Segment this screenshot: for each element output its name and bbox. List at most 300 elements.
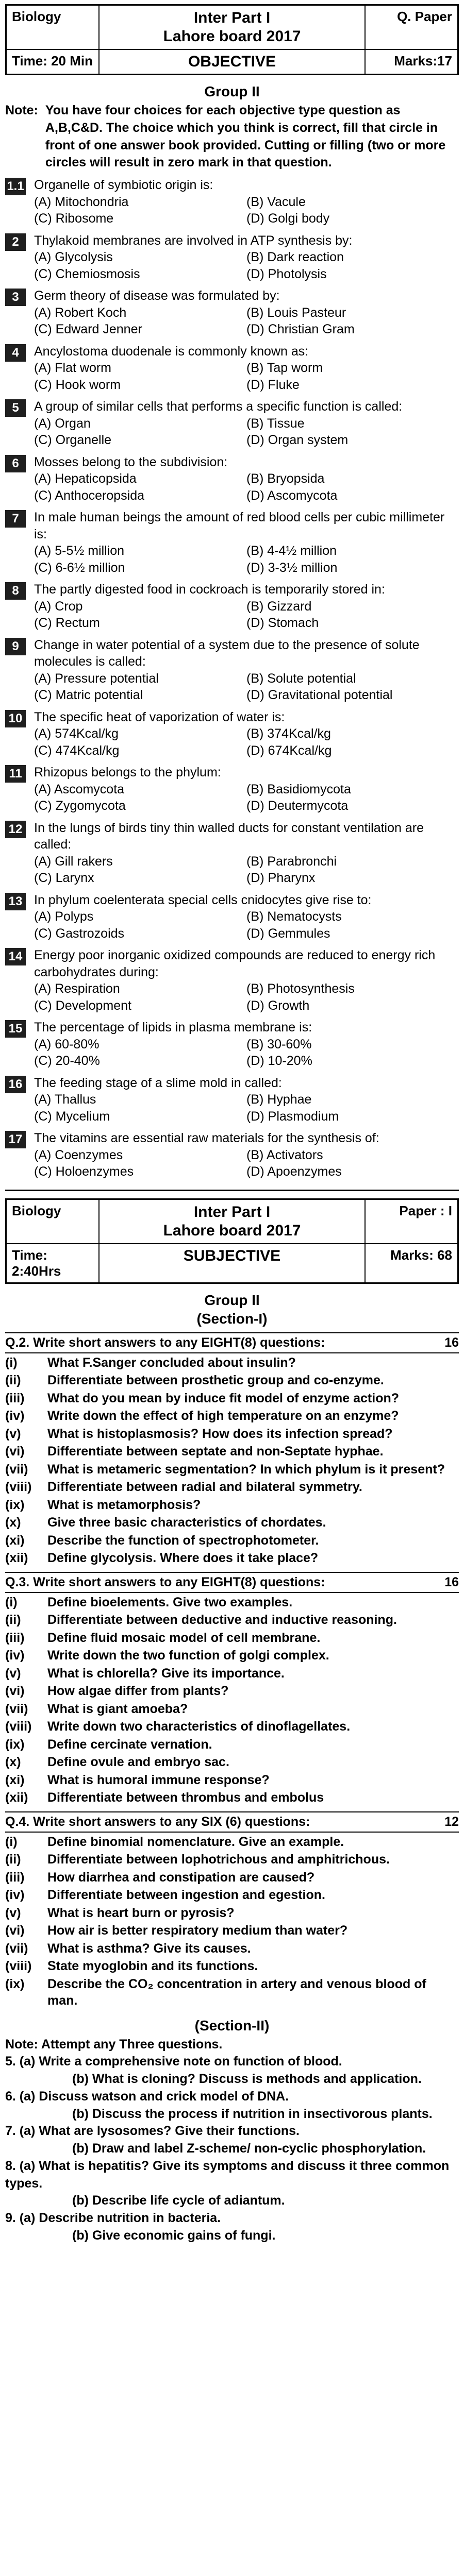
mcq-options — [34, 415, 459, 449]
mcq-option: (D) Growth — [246, 998, 310, 1013]
short-question — [5, 1683, 459, 1700]
short-question — [5, 1922, 459, 1939]
short-question — [5, 1665, 459, 1682]
mcq-option: (C) 474Kcal/kg — [34, 743, 120, 758]
short-question-text: Write down two characteristics of dinoflagellates. — [47, 1719, 351, 1734]
mcq-question: Mosses belong to the subdivision: — [34, 454, 228, 469]
mcq-question: Change in water potential of a system due to the presence of solute molecules is called: — [34, 637, 420, 669]
mcq-option: (D) Plasmodium — [246, 1109, 339, 1124]
short-question-text: What is heart burn or pyrosis? — [47, 1905, 235, 1920]
mcq-item — [5, 343, 459, 394]
mcq-options — [34, 908, 459, 942]
mcq-option: (B) Hyphae — [246, 1092, 312, 1107]
section-2-heading: (Section-II) — [194, 2017, 270, 2033]
paper-cell: Q. Paper — [365, 5, 458, 49]
mcq-item — [5, 892, 459, 942]
long-question-line: 8. (a) What is hepatitis? Give its symptoms and discuss it three common types. — [5, 2158, 450, 2191]
mcq-option: (D) Ascomycota — [246, 488, 338, 503]
short-question — [5, 1958, 459, 1975]
short-question-text: State myoglobin and its functions. — [47, 1959, 258, 1973]
short-question-text: What do you mean by induce fit model of enzyme action? — [47, 1391, 400, 1405]
short-question-text: Define glycolysis. Where does it take place? — [47, 1551, 319, 1565]
short-question — [5, 1887, 459, 1904]
mcq-number: 14 — [5, 948, 26, 965]
mcq-option: (D) 674Kcal/kg — [246, 743, 332, 758]
mcq-number: 6 — [5, 455, 26, 472]
mcq-number: 16 — [5, 1076, 26, 1093]
mcq-question: The percentage of lipids in plasma membrane is: — [34, 1020, 312, 1035]
mcq-options — [34, 598, 459, 632]
mcq-item — [5, 177, 459, 227]
mcq-options — [34, 360, 459, 393]
short-question-text: How diarrhea and constipation are caused? — [47, 1870, 315, 1885]
short-question — [5, 1754, 459, 1771]
question-3 — [5, 1572, 459, 1806]
short-question-text: Describe the CO₂ concentration in artery and venous blood of man. — [47, 1976, 426, 2008]
short-question-number: (ii) — [5, 1852, 21, 1867]
question-items — [5, 1594, 459, 1806]
short-question-number: (ix) — [5, 1497, 25, 1512]
mcq-option: (A) Flat worm — [34, 361, 111, 375]
mcq-option: (A) Mitochondria — [34, 194, 129, 209]
short-question-text: Define binomial nomenclature. Give an example. — [47, 1834, 344, 1849]
short-question-text: What is histoplasmosis? How does its infection spread? — [47, 1426, 393, 1441]
mcq-option: (D) Photolysis — [246, 266, 327, 281]
short-question-number: (i) — [5, 1834, 18, 1849]
short-question-number: (iii) — [5, 1870, 25, 1885]
mcq-body — [34, 398, 459, 449]
mcq-question: The specific heat of vaporization of water is: — [34, 709, 285, 724]
question-2 — [5, 1332, 459, 1567]
short-question-text: Write down the two function of golgi complex. — [47, 1648, 329, 1663]
mcq-number: 9 — [5, 638, 26, 655]
short-question — [5, 1630, 459, 1647]
mcq-option: (D) 3-3½ million — [246, 560, 338, 575]
short-question-text: Define ovule and embryo sac. — [47, 1755, 229, 1769]
mcq-option: (A) Polyps — [34, 909, 94, 924]
question-heading — [5, 1332, 459, 1353]
mcq-option: (C) Larynx — [34, 871, 94, 885]
mcq-option: (D) Deutermycota — [246, 799, 349, 813]
question-marks: 16 — [444, 1335, 459, 1350]
short-question-number: (vii) — [5, 1941, 28, 1956]
short-question-text: What F.Sanger concluded about insulin? — [47, 1355, 296, 1370]
mcq-option: (B) Nematocysts — [246, 909, 342, 924]
short-question-number: (v) — [5, 1426, 21, 1441]
time-cell: Time: 20 Min — [6, 49, 99, 74]
short-question — [5, 1354, 459, 1371]
mcq-number: 2 — [5, 233, 26, 251]
mcq-number: 12 — [5, 821, 26, 838]
mcq-option: (A) Thallus — [34, 1092, 96, 1107]
mcq-options — [34, 470, 459, 504]
mcq-question: Germ theory of disease was formulated by: — [34, 289, 280, 303]
short-question-number: (xi) — [5, 1533, 25, 1548]
mcq-item — [5, 1130, 459, 1180]
mcq-options — [34, 980, 459, 1014]
short-question-text: Differentiate between radial and bilateral symmetry. — [47, 1480, 362, 1494]
short-question-number: (ix) — [5, 1976, 25, 1991]
objective-note — [5, 102, 459, 172]
short-question — [5, 1851, 459, 1868]
mcq-body — [34, 892, 459, 942]
mcq-option: (B) Parabronchi — [246, 854, 337, 869]
mcq-option: (B) Gizzard — [246, 599, 312, 614]
mcq-option: (B) Tissue — [246, 416, 305, 431]
mcq-options — [34, 670, 459, 704]
short-question-number: (vii) — [5, 1701, 28, 1716]
long-question-line: 6. (a) Discuss watson and crick model of DNA. — [5, 2089, 289, 2104]
mcq-option: (D) Pharynx — [246, 871, 316, 885]
mcq-option: (B) Louis Pasteur — [246, 305, 346, 320]
mcq-option: (C) Organelle — [34, 433, 112, 447]
long-question-line: Note: Attempt any Three questions. — [5, 2037, 223, 2052]
short-question — [5, 1532, 459, 1549]
mcq-options — [34, 1091, 459, 1125]
mcq-number: 10 — [5, 710, 26, 727]
mcq-item — [5, 287, 459, 338]
mcq-option: (A) Respiration — [34, 981, 120, 996]
marks-cell: Marks: 68 — [365, 1244, 458, 1283]
short-question — [5, 1772, 459, 1789]
mcq-options — [34, 543, 459, 576]
short-question-number: (iv) — [5, 1888, 25, 1902]
time-cell: Time: 2:40Hrs — [6, 1244, 99, 1283]
mcq-option: (D) Fluke — [246, 377, 300, 392]
short-question-text: Give three basic characteristics of chordates. — [47, 1515, 326, 1530]
mcq-option: (D) 10-20% — [246, 1054, 312, 1068]
title-line-1: Inter Part I — [193, 9, 271, 26]
mcq-option: (B) 30-60% — [246, 1037, 312, 1052]
mcq-question: Organelle of symbiotic origin is: — [34, 178, 213, 192]
long-question-line: (b) Describe life cycle of adiantum. — [72, 2193, 285, 2208]
short-question — [5, 1408, 459, 1425]
long-question-line: 7. (a) What are lysosomes? Give their functions. — [5, 2124, 300, 2139]
mcq-option: (D) Stomach — [246, 616, 319, 630]
mcq-option: (A) Pressure potential — [34, 671, 159, 686]
mcq-option: (D) Gravitational potential — [246, 688, 393, 702]
mcq-options — [34, 249, 459, 282]
mcq-item — [5, 820, 459, 887]
short-question-text: Differentiate between lophotrichous and amphitrichous. — [47, 1852, 390, 1867]
mcq-option: (A) Robert Koch — [34, 305, 127, 320]
mcq-number: 8 — [5, 582, 26, 600]
short-question-number: (ii) — [5, 1373, 21, 1387]
question-title: Q.3. Write short answers to any EIGHT(8) questions: — [5, 1574, 325, 1589]
short-question-text: Differentiate between prosthetic group and co-enzyme. — [47, 1373, 384, 1387]
mcq-option: (C) 20-40% — [34, 1054, 100, 1068]
short-question — [5, 1497, 459, 1514]
short-question-number: (viii) — [5, 1959, 32, 1973]
mcq-number: 11 — [5, 765, 26, 783]
mcq-option: (D) Organ system — [246, 433, 349, 447]
short-question-number: (ix) — [5, 1737, 25, 1752]
short-question-text: What is giant amoeba? — [47, 1701, 188, 1716]
short-question-text: What is metameric segmentation? In which phylum is it present? — [47, 1462, 445, 1477]
mcq-body — [34, 637, 459, 704]
mcq-option: (C) 6-6½ million — [34, 560, 125, 575]
short-question — [5, 1718, 459, 1735]
mcq-option: (A) Coenzymes — [34, 1147, 123, 1162]
section-cell: OBJECTIVE — [99, 49, 365, 74]
mcq-number: 4 — [5, 344, 26, 362]
mcq-body — [34, 1075, 459, 1125]
short-question — [5, 1905, 459, 1922]
mcq-options — [34, 725, 459, 759]
objective-group: Group II — [204, 83, 260, 99]
mcq-number: 7 — [5, 510, 26, 528]
short-question-text: Differentiate between deductive and inductive reasoning. — [47, 1613, 397, 1627]
mcq-option: (B) Vacule — [246, 194, 306, 209]
mcq-item — [5, 398, 459, 449]
section-2-questions — [5, 2036, 459, 2245]
mcq-option: (C) Ribosome — [34, 211, 114, 226]
mcq-option: (C) Edward Jenner — [34, 322, 142, 336]
mcq-list — [5, 177, 459, 1180]
mcq-question: In the lungs of birds tiny thin walled ducts for constant ventilation are called: — [34, 820, 424, 852]
mcq-option: (B) Photosynthesis — [246, 981, 355, 996]
mcq-option: (B) 374Kcal/kg — [246, 726, 331, 741]
mcq-question: Energy poor inorganic oxidized compounds are reduced to energy rich carbohydrates during: — [34, 948, 436, 979]
title-line-2: Lahore board 2017 — [163, 28, 301, 45]
question-heading — [5, 1811, 459, 1833]
mcq-body — [34, 343, 459, 394]
mcq-option: (D) Golgi body — [246, 211, 330, 226]
marks-cell: Marks:17 — [365, 49, 458, 74]
mcq-item — [5, 454, 459, 504]
mcq-body — [34, 820, 459, 887]
mcq-option: (A) Crop — [34, 599, 83, 614]
short-question-text: Differentiate between ingestion and egestion. — [47, 1888, 325, 1902]
short-question — [5, 1789, 459, 1806]
objective-header — [5, 4, 459, 75]
mcq-option: (C) Chemiosmosis — [34, 266, 140, 281]
question-marks: 16 — [444, 1574, 459, 1589]
mcq-body — [34, 454, 459, 504]
mcq-body — [34, 509, 459, 576]
short-question-number: (xi) — [5, 1772, 25, 1787]
short-question-text: Define fluid mosaic model of cell membrane. — [47, 1630, 321, 1645]
mcq-question: The partly digested food in cockroach is temporarily stored in: — [34, 582, 385, 597]
mcq-option: (B) 4-4½ million — [246, 544, 337, 558]
mcq-option: (B) Tap worm — [246, 361, 323, 375]
title-line-1: Inter Part I — [193, 1203, 271, 1221]
short-question-number: (vi) — [5, 1684, 25, 1698]
title-line-2: Lahore board 2017 — [163, 1222, 301, 1239]
short-question-number: (v) — [5, 1905, 21, 1920]
mcq-body — [34, 287, 459, 338]
short-question — [5, 1550, 459, 1567]
mcq-option: (B) Activators — [246, 1147, 323, 1162]
mcq-item — [5, 1075, 459, 1125]
mcq-option: (A) Ascomycota — [34, 782, 125, 796]
mcq-option: (B) Bryopsida — [246, 471, 325, 486]
short-question-number: (ii) — [5, 1613, 21, 1627]
mcq-option: (C) Anthoceropsida — [34, 488, 145, 503]
mcq-item — [5, 764, 459, 815]
short-question-text: Write down the effect of high temperature on an enzyme? — [47, 1409, 399, 1423]
paper-cell: Paper : I — [365, 1199, 458, 1244]
mcq-body — [34, 947, 459, 1014]
mcq-question: In phylum coelenterata special cells cnidocytes give rise to: — [34, 892, 372, 907]
mcq-body — [34, 709, 459, 759]
short-question-text: What is chlorella? Give its importance. — [47, 1666, 285, 1681]
short-question-number: (iv) — [5, 1648, 25, 1663]
short-question — [5, 1594, 459, 1611]
mcq-option: (D) Apoenzymes — [246, 1164, 342, 1179]
mcq-option: (C) Mycelium — [34, 1109, 110, 1124]
subjective-group: Group II — [204, 1292, 260, 1308]
mcq-item — [5, 947, 459, 1014]
short-question-text: How air is better respiratory medium than water? — [47, 1923, 348, 1938]
question-title: Q.2. Write short answers to any EIGHT(8) questions: — [5, 1335, 325, 1350]
question-4 — [5, 1811, 459, 2009]
mcq-option: (B) Dark reaction — [246, 250, 344, 264]
mcq-question: A group of similar cells that performs a specific function is called: — [34, 399, 403, 414]
short-question-number: (vi) — [5, 1923, 25, 1938]
short-question — [5, 1612, 459, 1629]
short-question-number: (x) — [5, 1515, 21, 1530]
mcq-number: 17 — [5, 1131, 26, 1148]
subject-cell: Biology — [6, 5, 99, 49]
long-question-line: (b) What is cloning? Discuss is methods and application. — [72, 2072, 422, 2086]
mcq-question: Thylakoid membranes are involved in ATP synthesis by: — [34, 233, 353, 248]
mcq-body — [34, 232, 459, 283]
short-question — [5, 1940, 459, 1957]
long-question-line: (b) Draw and label Z-scheme/ non-cyclic phosphorylation. — [72, 2141, 426, 2156]
question-items — [5, 1354, 459, 1567]
short-question-text: Describe the function of spectrophotometer. — [47, 1533, 319, 1548]
short-question-text: Differentiate between septate and non-Septate hyphae. — [47, 1444, 384, 1459]
mcq-question: Ancylostoma duodenale is commonly known as: — [34, 344, 309, 359]
mcq-options — [34, 853, 459, 887]
subjective-header — [5, 1198, 459, 1284]
short-question-text: What is asthma? Give its causes. — [47, 1941, 251, 1956]
mcq-option: (A) 574Kcal/kg — [34, 726, 119, 741]
short-question-number: (viii) — [5, 1480, 32, 1494]
short-question-number: (xii) — [5, 1790, 28, 1805]
short-question — [5, 1426, 459, 1443]
mcq-option: (C) Zygomycota — [34, 799, 126, 813]
short-question — [5, 1869, 459, 1886]
mcq-item — [5, 1019, 459, 1070]
mcq-option: (B) Basidiomycota — [246, 782, 351, 796]
mcq-body — [34, 764, 459, 815]
mcq-body — [34, 1130, 459, 1180]
short-question — [5, 1461, 459, 1478]
short-question-number: (i) — [5, 1355, 18, 1370]
mcq-question: The feeding stage of a slime mold in called: — [34, 1075, 282, 1090]
mcq-option: (D) Gemmules — [246, 926, 330, 941]
mcq-body — [34, 581, 459, 632]
mcq-option: (C) Rectum — [34, 616, 100, 630]
mcq-option: (A) Glycolysis — [34, 250, 113, 264]
exam-page — [5, 4, 459, 2245]
short-question-number: (xii) — [5, 1551, 28, 1565]
short-question-number: (vi) — [5, 1444, 25, 1459]
mcq-option: (C) Development — [34, 998, 131, 1013]
question-heading — [5, 1572, 459, 1593]
mcq-options — [34, 1036, 459, 1070]
mcq-question: In male human beings the amount of red blood cells per cubic millimeter is: — [34, 510, 445, 541]
long-question-line: 5. (a) Write a comprehensive note on function of blood. — [5, 2054, 342, 2069]
long-question-line: (b) Give economic gains of fungi. — [72, 2228, 276, 2243]
short-question-text: What is humoral immune response? — [47, 1772, 270, 1787]
question-title: Q.4. Write short answers to any SIX (6) questions: — [5, 1814, 310, 1829]
mcq-item — [5, 581, 459, 632]
short-question-text: How algae differ from plants? — [47, 1684, 229, 1698]
mcq-option: (C) Hook worm — [34, 377, 121, 392]
mcq-body — [34, 177, 459, 227]
short-question — [5, 1834, 459, 1851]
mcq-option: (C) Matric potential — [34, 688, 143, 702]
short-question-number: (x) — [5, 1755, 21, 1769]
short-question-number: (iv) — [5, 1409, 25, 1423]
mcq-option: (D) Christian Gram — [246, 322, 355, 336]
long-question-line: 9. (a) Describe nutrition in bacteria. — [5, 2211, 221, 2225]
mcq-option: (A) 60-80% — [34, 1037, 100, 1052]
mcq-option: (A) Organ — [34, 416, 91, 431]
mcq-options — [34, 194, 459, 227]
mcq-option: (A) Gill rakers — [34, 854, 113, 869]
short-question — [5, 1701, 459, 1718]
title-cell — [99, 5, 365, 49]
short-question-number: (v) — [5, 1666, 21, 1681]
mcq-item — [5, 637, 459, 704]
mcq-options — [34, 1147, 459, 1180]
question-marks: 12 — [444, 1814, 459, 1829]
short-question — [5, 1390, 459, 1407]
short-question-text: Define cercinate vernation. — [47, 1737, 212, 1752]
mcq-option: (A) Hepaticopsida — [34, 471, 137, 486]
question-items — [5, 1834, 459, 2009]
mcq-option: (C) Gastrozoids — [34, 926, 125, 941]
mcq-option: (B) Solute potential — [246, 671, 356, 686]
mcq-number: 15 — [5, 1020, 26, 1038]
subject-cell: Biology — [6, 1199, 99, 1244]
note-text: You have four choices for each objective type question as A,B,C&D. The choice which you think is correct, fill that circle in front of one answer book provided. Cutting or filling (two or more circles will result in zero mark in that question. — [45, 103, 446, 170]
divider — [5, 1190, 459, 1191]
mcq-number: 1.1 — [5, 178, 26, 195]
mcq-question: Rhizopus belongs to the phylum: — [34, 765, 221, 779]
mcq-question: The vitamins are essential raw materials for the synthesis of: — [34, 1131, 379, 1145]
short-question — [5, 1647, 459, 1664]
mcq-item — [5, 709, 459, 759]
mcq-item — [5, 509, 459, 576]
short-question — [5, 1736, 459, 1753]
short-question-number: (iii) — [5, 1391, 25, 1405]
mcq-number: 13 — [5, 893, 26, 910]
mcq-options — [34, 781, 459, 815]
short-question-text: Differentiate between thrombus and embolus — [47, 1790, 324, 1805]
mcq-number: 5 — [5, 399, 26, 417]
mcq-body — [34, 1019, 459, 1070]
note-label: Note: — [5, 103, 38, 117]
title-cell — [99, 1199, 365, 1244]
short-question — [5, 1443, 459, 1460]
section-cell: SUBJECTIVE — [99, 1244, 365, 1283]
short-question-number: (viii) — [5, 1719, 32, 1734]
mcq-option: (C) Holoenzymes — [34, 1164, 134, 1179]
short-question-number: (iii) — [5, 1630, 25, 1645]
mcq-options — [34, 304, 459, 338]
short-question — [5, 1976, 459, 2009]
short-question-number: (i) — [5, 1595, 18, 1609]
mcq-item — [5, 232, 459, 283]
mcq-option: (A) 5-5½ million — [34, 544, 125, 558]
short-question — [5, 1514, 459, 1531]
short-question-number: (vii) — [5, 1462, 28, 1477]
